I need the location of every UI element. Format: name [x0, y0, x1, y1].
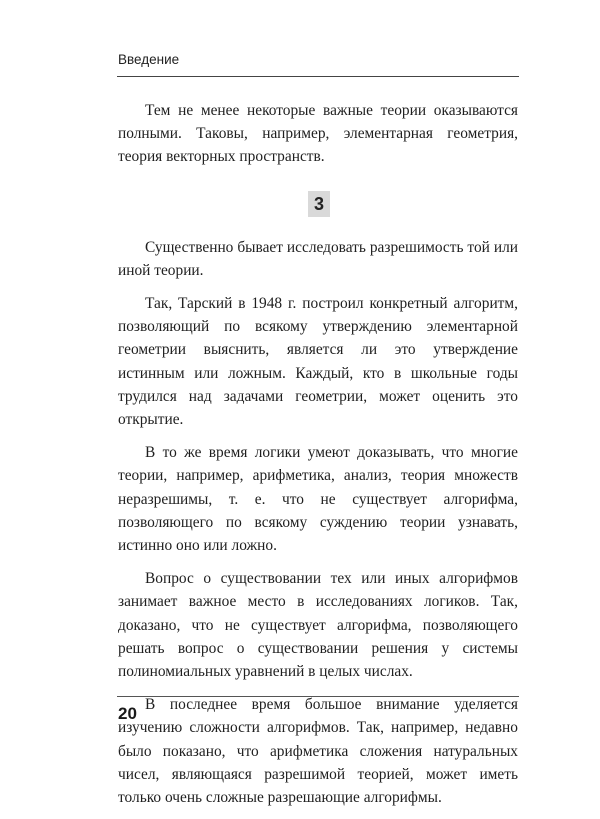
paragraph-4: В то же время логики умеют доказывать, что многие теории, например, арифметика, анализ, теория множеств неразрешимы, т. е. что не существует алгорифма, позволяющего по всякому суждению теории узнавать, истинно оно или ложно. [118, 444, 518, 555]
running-header: Введение [118, 52, 180, 67]
paragraph-5: Вопрос о существовании тех или иных алгорифмов занимает важное место в исследованиях логиков. Так, доказано, что не существует алгорифма, позволяющего решать вопрос о существовании решения у системы полиномиальных уравнений в целых числах. [118, 570, 518, 681]
section-number-badge: 3 [308, 191, 330, 217]
page-body [118, 99, 518, 819]
header-rule [117, 76, 519, 77]
paragraph-3: Так, Тарский в 1948 г. построил конкретный алгоритм, позволяющий по всякому утверждению элементарной геометрии выяснить, является ли это утверждение истинным или ложным. Каждый, кто в школьные годы трудился над задачами геометрии, может оценить это открытие. [118, 295, 518, 429]
page-number: 20 [118, 704, 137, 723]
footer-rule [117, 696, 519, 697]
paragraph-1: Тем не менее некоторые важные теории оказываются полными. Таковы, например, элементарная геометрия, теория векторных пространств. [118, 102, 518, 166]
paragraph-6: В последнее время большое внимание уделяется изучению сложности алгорифмов. Так, например, недавно было показано, что арифметика сложения натуральных чисел, являющаяся разрешимой теорией, может иметь только очень сложные разрешающие алгорифмы. [118, 696, 518, 807]
paragraph-2: Существенно бывает исследовать разрешимость той или иной теории. [118, 238, 518, 279]
